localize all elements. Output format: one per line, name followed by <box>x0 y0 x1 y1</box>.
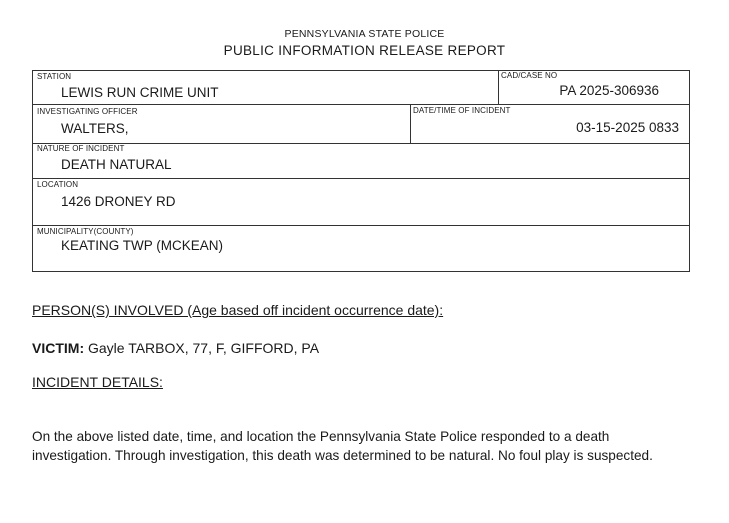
victim-line <box>32 340 319 356</box>
nature-row <box>33 144 689 179</box>
case-label: CAD/CASE NO <box>501 71 558 80</box>
location-value: 1426 DRONEY RD <box>61 194 176 209</box>
datetime-divider <box>410 105 411 143</box>
officer-label: INVESTIGATING OFFICER <box>37 107 138 116</box>
officer-row <box>33 105 689 144</box>
municipality-label: MUNICIPALITY(COUNTY) <box>37 227 134 236</box>
persons-heading: PERSON(S) INVOLVED (Age based off incident occurrence date): <box>32 302 444 318</box>
location-label: LOCATION <box>37 180 79 189</box>
agency-name: PENNSYLVANIA STATE POLICE <box>284 28 445 40</box>
victim-label: VICTIM: <box>32 340 85 356</box>
station-label: STATION <box>37 72 72 81</box>
case-divider <box>498 71 499 104</box>
datetime-label: DATE/TIME OF INCIDENT <box>413 106 511 115</box>
report-title: PUBLIC INFORMATION RELEASE REPORT <box>223 43 506 58</box>
station-row <box>33 71 689 105</box>
municipality-row <box>33 226 689 272</box>
details-paragraph: On the above listed date, time, and location the Pennsylvania State Police responded to a death investigation. Through investigation, this death was determined to be natural. No foul play is suspected. <box>32 429 653 463</box>
location-row <box>33 179 689 226</box>
victim-value: Gayle TARBOX, 77, F, GIFFORD, PA <box>84 340 320 356</box>
incident-info-form <box>32 70 690 272</box>
station-value: LEWIS RUN CRIME UNIT <box>61 85 219 100</box>
nature-label: NATURE OF INCIDENT <box>37 144 125 153</box>
municipality-value: KEATING TWP (MCKEAN) <box>61 238 224 253</box>
nature-value: DEATH NATURAL <box>61 157 172 172</box>
case-value: PA 2025-306936 <box>559 83 659 98</box>
datetime-value: 03-15-2025 0833 <box>576 120 679 135</box>
details-heading: INCIDENT DETAILS: <box>32 374 163 390</box>
officer-value: WALTERS, <box>61 121 129 136</box>
